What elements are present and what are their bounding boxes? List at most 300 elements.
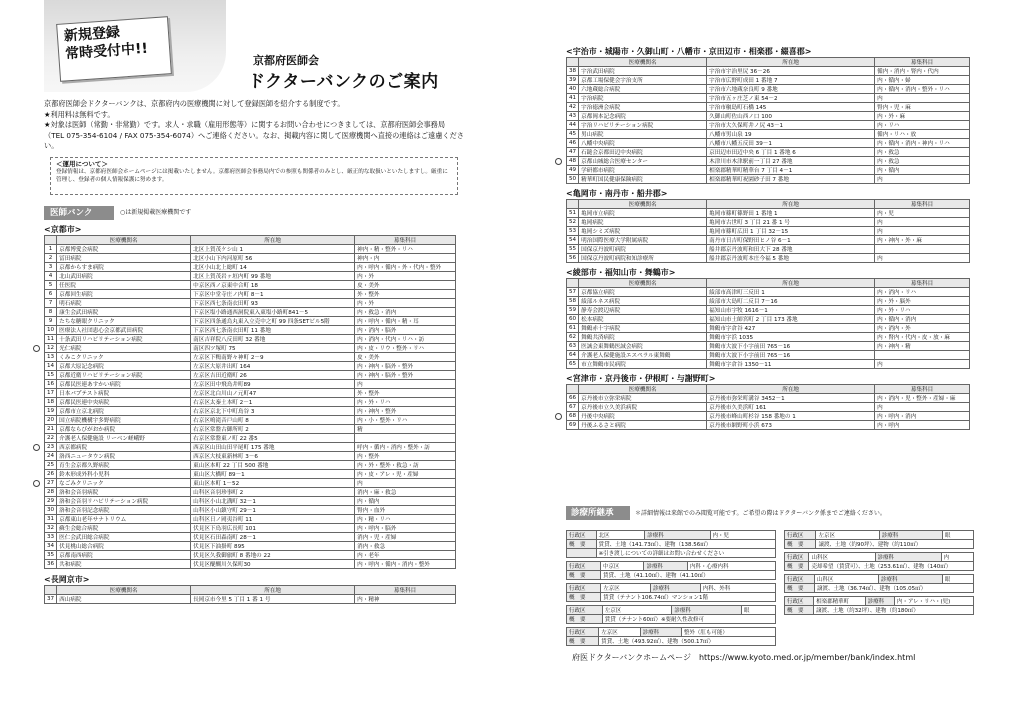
- clinic-row: [567, 549, 776, 558]
- facility-address: 西京区山田山田平尾町 175 番地: [191, 443, 355, 452]
- facility-address: 左京区吉田近衛町 26: [191, 371, 355, 380]
- facility-address: 宇治市大久保町井ノ尻 43－1: [707, 121, 875, 130]
- facility-name: 国保京丹波町病院: [579, 245, 707, 254]
- clinic-row: [785, 606, 974, 615]
- facility-name: なごみクリニック: [57, 479, 191, 488]
- row-number: 12: [45, 344, 57, 353]
- table-row: [45, 479, 456, 488]
- col-no: [567, 385, 579, 394]
- facility-address: 福知山市字牧 1616－1: [707, 306, 875, 315]
- row-number: 15: [45, 371, 57, 380]
- facility-address: 宇治市五ヶ庄芝ノ東 54－2: [707, 94, 875, 103]
- recruit-departments: 腎内・児・麻: [875, 103, 970, 112]
- row-number: 30: [45, 506, 57, 515]
- facility-address: 福知山市土師宮町 2 丁目 173 番地: [707, 315, 875, 324]
- facility-address: 舞鶴市字倉谷 427: [707, 324, 875, 333]
- row-number: 31: [45, 515, 57, 524]
- table-row: [45, 380, 456, 389]
- clinic-item: [566, 605, 776, 624]
- ward-label: 行政区: [567, 584, 601, 593]
- recruit-departments: 内・外: [355, 272, 456, 281]
- row-number: 2: [45, 254, 57, 263]
- row-number: 65: [567, 360, 579, 369]
- row-number: 53: [567, 227, 579, 236]
- ward-label: 行政区: [785, 597, 814, 606]
- ward-value: 左京区: [602, 606, 672, 615]
- facility-name: 京都ならびがおか病院: [57, 425, 191, 434]
- col-name: 医療機関名: [579, 279, 707, 288]
- recruit-departments: 内: [875, 218, 970, 227]
- facility-name: 医仁会武田総合病院: [57, 533, 191, 542]
- facility-name: 洛和会音羽病院: [57, 488, 191, 497]
- row-number: 28: [45, 488, 57, 497]
- col-name: 医療機関名: [579, 200, 707, 209]
- facility-name: 任医院: [57, 281, 191, 290]
- miyazu-table: [566, 384, 970, 430]
- row-number: 60: [567, 315, 579, 324]
- clinic-item: [566, 530, 776, 558]
- facility-address: 船井郡京丹波町和田大下 28 番地: [707, 245, 875, 254]
- table-row: [567, 288, 970, 297]
- table-header-row: [567, 279, 970, 288]
- table-row: [567, 139, 970, 148]
- table-header-row: [45, 236, 456, 245]
- col-name: 医療機関名: [579, 58, 707, 67]
- row-number: 48: [567, 157, 579, 166]
- row-number: 50: [567, 175, 579, 184]
- dept-value: 内・アレ・リハ・(児): [894, 597, 973, 606]
- row-number: 42: [567, 103, 579, 112]
- table-row: [567, 306, 970, 315]
- spacer: [567, 549, 597, 558]
- summary-value: 賃貸、土地（141.73㎡）、建物（138.56㎡）: [596, 540, 775, 549]
- table-row: [567, 166, 970, 175]
- row-number: 55: [567, 245, 579, 254]
- recruit-departments: 内: [355, 380, 456, 389]
- recruit-departments: 内・呼内・脳外: [355, 524, 456, 533]
- facility-address: 舞鶴市字浜 1035: [707, 333, 875, 342]
- facility-name: 京丹後市立久美浜病院: [579, 403, 707, 412]
- facility-address: 綾部市大島町二反目 7－16: [707, 297, 875, 306]
- row-number: 13: [45, 353, 57, 362]
- row-number: 45: [567, 130, 579, 139]
- recruit-departments: 循内・リハ・放: [875, 130, 970, 139]
- table-row: [45, 416, 456, 425]
- summary-label: 概 要: [567, 593, 601, 602]
- table-row: [567, 103, 970, 112]
- facility-address: 北区上賀茂岩ヶ垣内町 99 番地: [191, 272, 355, 281]
- table-row: [567, 112, 970, 121]
- row-number: 1: [45, 245, 57, 254]
- clinic-row: [567, 531, 776, 540]
- ward-value: 北区: [596, 531, 645, 540]
- recruit-departments: 内・呼内・循内・外・代内・整外: [355, 263, 456, 272]
- dept-label: 診療科: [640, 628, 681, 637]
- table-row: [45, 461, 456, 470]
- col-dept: 募集科目: [875, 58, 970, 67]
- clinic-row: [567, 571, 776, 580]
- row-number: 41: [567, 94, 579, 103]
- facility-address: 北区小山下内河原町 56: [191, 254, 355, 263]
- recruit-departments: 内: [875, 403, 970, 412]
- recruit-departments: 外・整外: [355, 290, 456, 299]
- facility-name: たちな糖眼クリニック: [57, 317, 191, 326]
- clinic-row: [785, 584, 974, 593]
- dept-value: 眼: [741, 606, 775, 615]
- clinic-list-left: [566, 530, 776, 649]
- table-row: [567, 333, 970, 342]
- ward-label: 行政区: [785, 575, 815, 584]
- recruit-departments: 精: [355, 425, 456, 434]
- recruit-departments: 循内・消内・腎内・代内: [875, 67, 970, 76]
- dept-value: 内科、外科: [700, 584, 775, 593]
- ward-label: 行政区: [567, 628, 599, 637]
- recruit-departments: 内: [875, 360, 970, 369]
- row-number: 64: [567, 351, 579, 360]
- row-number: 33: [45, 533, 57, 542]
- summary-value: 譲渡、土地（約90坪）、建物（約110㎡）: [816, 540, 974, 549]
- recruit-departments: 内: [875, 175, 970, 184]
- recruit-departments: 皮・美外: [355, 281, 456, 290]
- dept-value: 眼: [942, 575, 973, 584]
- facility-name: 静寿会渡辺病院: [579, 306, 707, 315]
- row-number: 39: [567, 76, 579, 85]
- facility-address: 八幡市男山泉 19: [707, 130, 875, 139]
- table-row: [45, 506, 456, 515]
- clinic-row: [785, 575, 974, 584]
- facility-name: 京都工場保健会宇治支所: [579, 76, 707, 85]
- row-number: 66: [567, 394, 579, 403]
- dept-value: 内: [941, 553, 973, 562]
- facility-address: 京丹後市弥栄町溝谷 3452－1: [707, 394, 875, 403]
- row-number: 24: [45, 452, 57, 461]
- facility-name: 綾部ルネス病院: [579, 297, 707, 306]
- col-no: [45, 586, 57, 595]
- facility-name: 丹後ふるさと病院: [579, 421, 707, 430]
- table-row: [567, 76, 970, 85]
- table-row: [567, 130, 970, 139]
- recruit-departments: 内: [355, 479, 456, 488]
- row-number: 61: [567, 324, 579, 333]
- facility-name: 京都市立京北病院: [57, 407, 191, 416]
- recruit-departments: 内・呼内・消内: [875, 412, 970, 421]
- row-number: 46: [567, 139, 579, 148]
- new-listing-marker: [33, 480, 40, 487]
- col-dept: 募集科目: [875, 279, 970, 288]
- table-row: [45, 595, 456, 604]
- facility-name: 明石病院: [57, 299, 191, 308]
- facility-address: 下京区西七条南衣田町 93: [191, 299, 355, 308]
- summary-label: 概 要: [567, 540, 597, 549]
- new-listing-marker: [33, 444, 40, 451]
- table-row: [45, 434, 456, 443]
- row-number: 34: [45, 542, 57, 551]
- summary-label: 概 要: [785, 562, 809, 571]
- recruit-departments: 消内・麻・救急: [355, 488, 456, 497]
- clinic-list-right: [784, 530, 974, 618]
- facility-name: 洛西ニュータウン病院: [57, 452, 191, 461]
- clinic-row: [785, 553, 974, 562]
- region-kameoka: <亀岡市・南丹市・船井郡>: [566, 189, 668, 198]
- dept-value: 内科・心療内科: [687, 562, 775, 571]
- recruit-departments: 内・救急: [875, 148, 970, 157]
- recruit-departments: 内・皮・リウ・整外・リハ: [355, 344, 456, 353]
- facility-name: 光仁病院: [57, 344, 191, 353]
- facility-address: 伏見区久我御旅町 8 番地の 22: [191, 551, 355, 560]
- facility-name: 国立病院機構宇多野病院: [57, 416, 191, 425]
- recruit-departments: 内・整外: [355, 452, 456, 461]
- facility-address: 東山区本町 22 丁目 500 番地: [191, 461, 355, 470]
- facility-name: 学研都市病院: [579, 166, 707, 175]
- facility-name: 京都山城総合医療センター: [579, 157, 707, 166]
- table-row: [45, 317, 456, 326]
- facility-address: 舞鶴市大波下小字前田 765－16: [707, 351, 875, 360]
- facility-address: 木津川市木津駅前一丁目 27 番地: [707, 157, 875, 166]
- summary-value: 譲渡、土地（約32坪）、建物（約180㎡）: [814, 606, 974, 615]
- table-header-row: [567, 58, 970, 67]
- table-row: [567, 351, 970, 360]
- recruit-departments: 内・外・リハ: [355, 398, 456, 407]
- facility-name: 京丹後市立弥栄病院: [579, 394, 707, 403]
- facility-name: 六地蔵総合病院: [579, 85, 707, 94]
- facility-name: 日本バプテスト病院: [57, 389, 191, 398]
- row-number: 32: [45, 524, 57, 533]
- recruit-departments: 内・救急: [875, 157, 970, 166]
- facility-address: 左京区大原井出町 164: [191, 362, 355, 371]
- facility-name: 西京都病院: [57, 443, 191, 452]
- region-uji: <宇治市・城陽市・久御山町・八幡市・京田辺市・相楽郡・綴喜郡>: [566, 47, 812, 56]
- recruit-departments: [875, 351, 970, 360]
- facility-address: 長岡京市今里 5 丁目 1 番 1 号: [191, 595, 355, 604]
- new-listing-marker: [33, 345, 40, 352]
- facility-address: 南丹市日吉町保野田ヒノ谷 6－1: [707, 236, 875, 245]
- recruit-departments: 内・精神: [355, 595, 456, 604]
- facility-address: 舞鶴市大波下小字前田 765－16: [707, 342, 875, 351]
- facility-address: 山科区小山鎮守町 29－1: [191, 506, 355, 515]
- col-dept: 募集科目: [355, 586, 456, 595]
- table-row: [567, 175, 970, 184]
- row-number: 10: [45, 326, 57, 335]
- col-name: 医療機関名: [579, 385, 707, 394]
- table-row: [567, 236, 970, 245]
- recruit-departments: 外・整外: [355, 389, 456, 398]
- row-number: 67: [567, 403, 579, 412]
- row-number: 58: [567, 297, 579, 306]
- row-number: 40: [567, 85, 579, 94]
- kyoto-table: [44, 235, 456, 569]
- ayabe-table: [566, 278, 970, 369]
- table-row: [45, 524, 456, 533]
- region-miyazu: <宮津市・京丹後市・伊根町・与謝野町>: [566, 374, 716, 383]
- recruit-departments: 内・外・脳外: [875, 297, 970, 306]
- table-row: [45, 488, 456, 497]
- facility-name: 亀岡病院: [579, 218, 707, 227]
- clinic-note: ＊詳細情報は来館でのみ閲覧可能です。ご希望の際はドクターバンク係までご連絡ください。: [635, 510, 886, 517]
- col-no: [45, 236, 57, 245]
- ward-label: 行政区: [567, 562, 601, 571]
- facility-name: 市立舞鶴市民病院: [579, 360, 707, 369]
- summary-label: 概 要: [785, 606, 814, 615]
- facility-name: 介護老人保健施設エスペラル東舞鶴: [579, 351, 707, 360]
- facility-address: 中京区西ノ京東中合町 18: [191, 281, 355, 290]
- clinic-row: [785, 562, 974, 571]
- ward-label: 行政区: [785, 553, 809, 562]
- row-number: 21: [45, 425, 57, 434]
- notice-title: ＜運用について＞: [56, 160, 108, 168]
- col-addr: 所在地: [707, 279, 875, 288]
- dept-label: 診療科: [644, 562, 688, 571]
- table-row: [567, 94, 970, 103]
- ward-label: 行政区: [567, 531, 597, 540]
- table-row: [567, 67, 970, 76]
- facility-address: 東山区本町 1－52: [191, 479, 355, 488]
- dept-label: 診療科: [672, 606, 742, 615]
- new-listing-marker: [555, 158, 562, 165]
- table-header-row: [45, 586, 456, 595]
- facility-name: 男山病院: [579, 130, 707, 139]
- facility-address: 伏見区石田森南町 28－1: [191, 533, 355, 542]
- table-row: [567, 297, 970, 306]
- table-row: [567, 412, 970, 421]
- clinic-row: [567, 562, 776, 571]
- summary-value: 売却希望（賃貸可）、土地（253.61㎡）、建物（140㎡）: [809, 562, 974, 571]
- table-row: [45, 245, 456, 254]
- recruit-departments: 内・循内・婦: [875, 76, 970, 85]
- clinic-item: [566, 627, 776, 646]
- clinic-row: [567, 593, 776, 602]
- notice-text: 登録情報は、京都府医師会ホームページには掲載いたしません。京都府医師会事務局内での参照も関係者のみとし、厳正的な取扱いといたしますし。厳重に管理し、登録者の個人情報保護に努めます。: [56, 169, 448, 183]
- table-row: [567, 157, 970, 166]
- recruit-departments: 内・神内・脳外・整外: [355, 371, 456, 380]
- table-row: [567, 227, 970, 236]
- table-row: [45, 371, 456, 380]
- ward-value: 山科区: [814, 575, 878, 584]
- facility-name: 京都協立病院: [579, 288, 707, 297]
- row-number: 14: [45, 362, 57, 371]
- new-listing-marker: [555, 413, 562, 420]
- recruit-departments: 神内・内: [355, 254, 456, 263]
- facility-address: 下京区塩小路通西洞院東入東塩小路町841－5: [191, 308, 355, 317]
- facility-address: 伏見区下鳥羽広長町 101: [191, 524, 355, 533]
- row-number: 59: [567, 306, 579, 315]
- table-row: [45, 281, 456, 290]
- table-row: [45, 452, 456, 461]
- row-number: 4: [45, 272, 57, 281]
- footer-url[interactable]: 府医ドクターバンクホームページ https://www.kyoto.med.or.jp/member/bank/index.html: [572, 653, 916, 662]
- facility-name: 石鎚会京都田辺中央病院: [579, 148, 707, 157]
- recruit-departments: [355, 434, 456, 443]
- facility-address: 京田辺市田辺中央 6 丁目 1 番地 6: [707, 148, 875, 157]
- summary-note: ※引き渡しについての詳細はお問い合わせください: [596, 549, 775, 558]
- facility-name: 京都民医連あすかい病院: [57, 380, 191, 389]
- recruit-departments: 内・神内・整外: [355, 407, 456, 416]
- ward-label: 行政区: [785, 531, 816, 540]
- region-kyoto: <京都市>: [44, 225, 82, 234]
- row-number: 51: [567, 209, 579, 218]
- row-number: 68: [567, 412, 579, 421]
- clinic-row: [785, 597, 974, 606]
- table-row: [45, 389, 456, 398]
- table-row: [567, 245, 970, 254]
- summary-value: 賃貸（テナント60㎡）※要耐久性改修可: [602, 615, 775, 624]
- facility-address: 久御山町佐山西ノ口 100: [707, 112, 875, 121]
- row-number: 8: [45, 308, 57, 317]
- facility-name: 亀岡市立病院: [579, 209, 707, 218]
- col-dept: 募集科目: [355, 236, 456, 245]
- clinic-row: [567, 606, 776, 615]
- dept-label: 診療科: [865, 597, 894, 606]
- intro-p1: 京都府医師会ドクターバンクは、京都府内の医療機関に対して登録医師を紹介する制度です。: [44, 99, 345, 108]
- section-header: 医師バンク: [44, 206, 114, 220]
- facility-address: 宇治市宇治里尻 36－26: [707, 67, 875, 76]
- facility-address: 右京区太秦土本町 2－1: [191, 398, 355, 407]
- recruit-departments: 内・腎内・代内・皮・放・麻: [875, 333, 970, 342]
- intro-p3: ★対象は医師（常勤・非常勤）です。求人・求職（雇用形態等）に関するお問い合わせにつきましては、京都府医師会事務局（TEL 075-354-6104 / FAX 075-354-6074）へご連絡ください。なお、掲載内容に関して医療機関へ直接の連絡はご遠慮ください。: [44, 120, 464, 151]
- badge-line2: 常時受付中!!: [64, 40, 149, 63]
- facility-name: 京都東山老年サナトリウム: [57, 515, 191, 524]
- table-row: [45, 308, 456, 317]
- facility-address: 東山区大橋町 89－1: [191, 470, 355, 479]
- recruit-departments: 皮・美外: [355, 353, 456, 362]
- row-number: 22: [45, 434, 57, 443]
- row-number: 9: [45, 317, 57, 326]
- facility-name: 京都岡本記念病院: [579, 112, 707, 121]
- row-number: 3: [45, 263, 57, 272]
- facility-address: 山科区小山北溝町 32－1: [191, 497, 355, 506]
- summary-label: 概 要: [567, 637, 599, 646]
- region-nagaokakyo: <長岡京市>: [44, 575, 90, 584]
- facility-name: 伏見桃山総合病院: [57, 542, 191, 551]
- ward-value: 左京区: [599, 628, 640, 637]
- table-row: [45, 398, 456, 407]
- col-addr: 所在地: [707, 385, 875, 394]
- table-header-row: [567, 385, 970, 394]
- facility-address: 相楽郡精華町精華台 7 丁目 4－1: [707, 166, 875, 175]
- facility-name: 京都回生病院: [57, 290, 191, 299]
- row-number: 17: [45, 389, 57, 398]
- recruit-departments: 内・消内・リハ: [875, 288, 970, 297]
- table-row: [567, 342, 970, 351]
- dept-label: 診療科: [878, 575, 942, 584]
- facility-name: 丹後中央病院: [579, 412, 707, 421]
- recruit-departments: [875, 245, 970, 254]
- dept-value: 整外（肛も可能）: [681, 628, 775, 637]
- row-number: 56: [567, 254, 579, 263]
- table-row: [45, 515, 456, 524]
- row-number: 19: [45, 407, 57, 416]
- row-number: 44: [567, 121, 579, 130]
- facility-address: 相楽郡精華町祝園砂子田 7 番地: [707, 175, 875, 184]
- facility-address: 山科区音羽珍事町 2: [191, 488, 355, 497]
- facility-address: 宇治市六地蔵奈良町 9 番地: [707, 85, 875, 94]
- recruit-departments: 内: [875, 227, 970, 236]
- facility-name: 宇治リハビリテーション病院: [579, 121, 707, 130]
- facility-address: 八幡市八幡五反田 39－1: [707, 139, 875, 148]
- row-number: 23: [45, 443, 57, 452]
- recruit-departments: 消内・救急: [355, 542, 456, 551]
- table-row: [45, 542, 456, 551]
- dept-label: 診療科: [875, 553, 941, 562]
- uji-table: [566, 57, 970, 184]
- col-dept: 募集科目: [875, 200, 970, 209]
- facility-name: くみこクリニック: [57, 353, 191, 362]
- facility-name: 舞鶴赤十字病院: [579, 324, 707, 333]
- table-row: [45, 425, 456, 434]
- facility-address: 京丹後市網野町小浜 673: [707, 421, 875, 430]
- recruit-departments: 内・消内・児・整外・産婦・麻: [875, 394, 970, 403]
- recruit-departments: 内・外・整外・救急・訪: [355, 461, 456, 470]
- col-addr: 所在地: [707, 58, 875, 67]
